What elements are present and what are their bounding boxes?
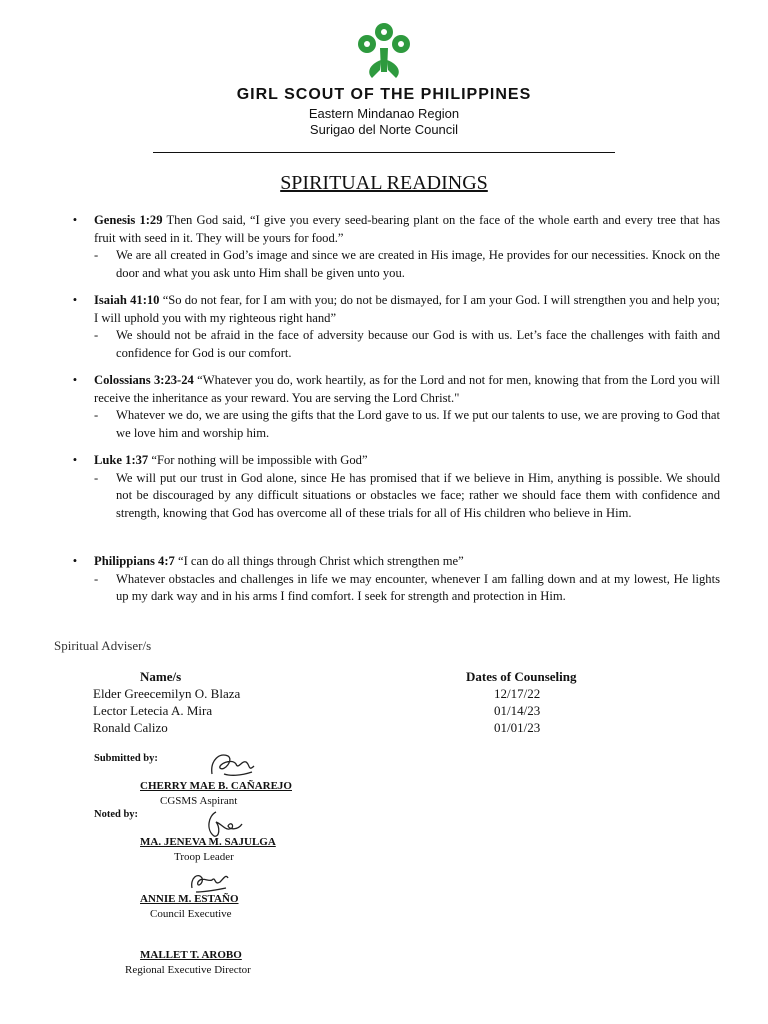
reflection-text: We should not be afraid in the face of adversity because our God is with us. Let’s face the challenges with faith and confidence for God is our comfort. xyxy=(116,328,720,360)
reading-reference: Philippians 4:7 xyxy=(94,554,175,568)
bullet-icon: • xyxy=(72,554,78,568)
dash-marker: - xyxy=(94,470,99,485)
bullet-icon: • xyxy=(72,293,78,307)
reading-verse xyxy=(70,372,720,407)
reflection-text: We will put our trust in God alone, since He has promised that if we believe in Him, anything is possible. We should not be discouraged by any difficult situations or obstacles we face; rather we should face them with confidence and strength, knowing that God has overcome all of these trials for all of His children who believe in Him. xyxy=(116,470,720,520)
signatory-role: Council Executive xyxy=(150,908,232,920)
reading-reflection xyxy=(70,407,720,442)
bullet-icon: • xyxy=(72,373,78,387)
reflection-text: We are all created in God’s image and since we are created in His image, He provides for our necessities. Knock on the door and what you ask unto Him shall be given unto you. xyxy=(116,248,720,280)
signatory-name: ANNIE M. ESTAÑO xyxy=(140,893,239,905)
advisers-heading: Spiritual Adviser/s xyxy=(54,638,152,653)
reading-verse xyxy=(70,212,720,247)
verse-text: “I can do all things through Christ which strengthen me” xyxy=(174,554,464,568)
reading-entry xyxy=(70,212,720,282)
submitted-by-label: Submitted by: xyxy=(94,753,158,764)
signatory-name: MA. JENEVA M. SAJULGA xyxy=(140,836,276,848)
trefoil-logo-icon xyxy=(352,20,416,84)
reading-verse xyxy=(70,452,720,470)
reading-entry xyxy=(70,292,720,362)
reflection-text: Whatever we do, we are using the gifts that the Lord gave to us. If we put our talents to use, we are proving to God that we love him and worship him. xyxy=(116,408,720,440)
dash-marker: - xyxy=(94,248,99,263)
signatory-role: Regional Executive Director xyxy=(125,964,251,976)
verse-text: Then God said, “I give you every seed-bearing plant on the face of the whole earth and every tree that has fruit with seed in it. They will be yours for food.” xyxy=(94,213,721,245)
bullet-icon: • xyxy=(72,213,78,227)
reading-reflection xyxy=(70,571,720,606)
organization-name: GIRL SCOUT OF THE PHILIPPINES xyxy=(236,86,532,103)
counseling-date: 12/17/22 xyxy=(494,686,541,701)
verse-text: “For nothing will be impossible with God” xyxy=(148,453,368,467)
counseling-date: 01/14/23 xyxy=(494,703,541,718)
verse-text: “Whatever you do, work heartily, as for the Lord and not for men, knowing that from the Lord you will receive the inheritance as your reward. You are serving the Lord Christ." xyxy=(94,373,721,405)
document-title: SPIRITUAL READINGS xyxy=(280,172,488,194)
reading-reference: Luke 1:37 xyxy=(94,453,149,467)
counseling-date: 01/01/23 xyxy=(494,720,541,735)
verse-text: “So do not fear, for I am with you; do not be dismayed, for I am your God. I will strengthen you and help you; I will uphold you with my righteous right hand” xyxy=(94,293,720,325)
reading-entry xyxy=(70,372,720,442)
signatory-name: MALLET T. AROBO xyxy=(140,949,242,961)
signature-image xyxy=(206,748,266,782)
reading-reference: Colossians 3:23-24 xyxy=(94,373,194,387)
noted-by-label: Noted by: xyxy=(94,809,139,820)
reading-reflection xyxy=(70,247,720,282)
reading-reflection xyxy=(70,327,720,362)
dates-column-header: Dates of Counseling xyxy=(466,669,577,684)
reading-entry xyxy=(70,452,720,522)
dash-marker: - xyxy=(94,571,99,586)
adviser-name: Ronald Calizo xyxy=(93,720,168,735)
council-name: Surigao del Norte Council xyxy=(309,122,459,137)
reading-verse xyxy=(70,292,720,327)
bullet-icon: • xyxy=(72,453,78,467)
reading-reference: Isaiah 41:10 xyxy=(94,293,160,307)
reflection-text: Whatever obstacles and challenges in life we may encounter, whenever I am falling down and at my lowest, He lights up my dark way and in his arms I find comfort. I seek for strength and protection in Him. xyxy=(116,571,720,604)
names-column-header: Name/s xyxy=(140,669,182,684)
dash-marker: - xyxy=(94,328,99,343)
region-name: Eastern Mindanao Region xyxy=(308,106,460,121)
signatory-role: CGSMS Aspirant xyxy=(160,795,238,807)
reading-reference: Genesis 1:29 xyxy=(94,213,163,227)
reading-verse xyxy=(70,553,720,571)
signatory-name: CHERRY MAE B. CAÑAREJO xyxy=(140,780,292,792)
header-divider xyxy=(153,152,615,153)
reading-entry xyxy=(70,553,720,606)
signature-image xyxy=(186,868,232,896)
adviser-name: Elder Greecemilyn O. Blaza xyxy=(93,686,241,701)
adviser-name: Lector Letecia A. Mira xyxy=(93,703,213,718)
signatory-role: Troop Leader xyxy=(174,851,234,863)
reading-reflection xyxy=(70,470,720,523)
dash-marker: - xyxy=(94,408,99,423)
